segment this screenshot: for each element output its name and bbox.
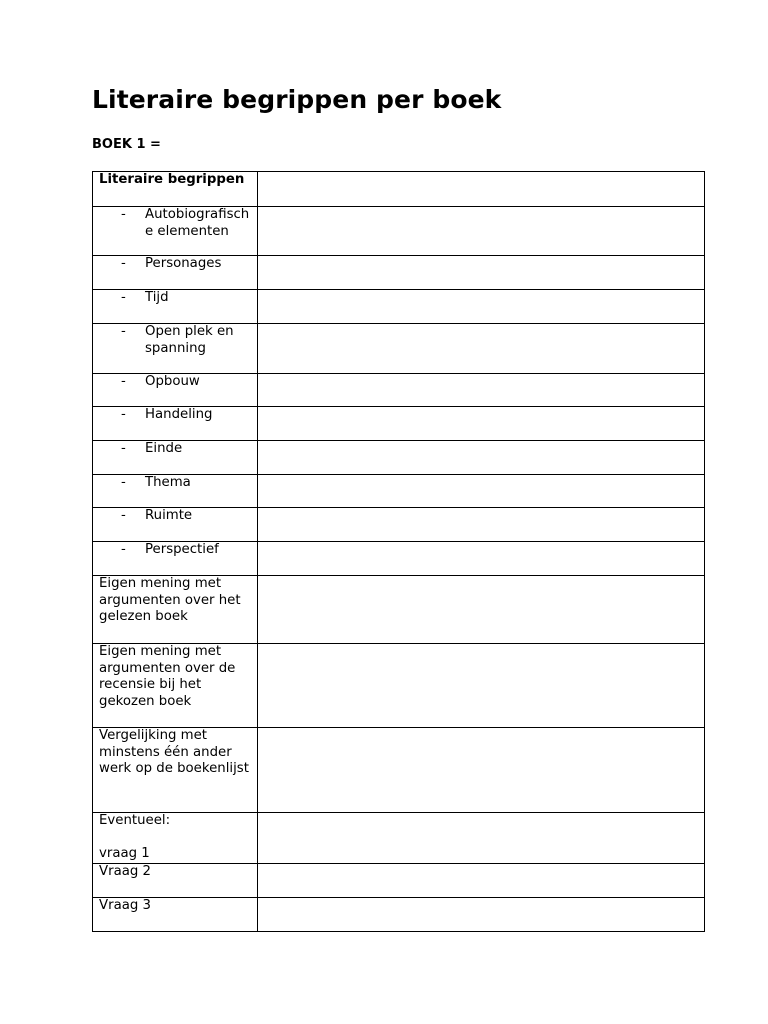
book-label: BOEK 1 = [92, 137, 161, 152]
table-row [93, 290, 705, 324]
answer-cell[interactable] [258, 576, 705, 644]
row-label: Autobiografische elementen [145, 207, 250, 239]
bullet-dash: - [121, 324, 126, 339]
bullet-dash: - [121, 542, 126, 557]
literary-concepts-table [92, 171, 705, 932]
table-row [93, 441, 705, 475]
answer-cell[interactable] [258, 508, 705, 542]
row-label-cell [93, 441, 258, 475]
answer-cell[interactable] [258, 407, 705, 441]
comparison-label: Vergelijking met minstens één ander werk op de boekenlijst [93, 728, 258, 813]
answer-cell[interactable] [258, 207, 705, 256]
answer-cell[interactable] [258, 813, 705, 864]
page-title: Literaire begrippen per boek [92, 85, 502, 114]
answer-cell[interactable] [258, 864, 705, 898]
row-label-cell [93, 256, 258, 290]
row-label-cell [93, 207, 258, 256]
table-row [93, 324, 705, 374]
optional-question-label: Eventueel: vraag 1 [93, 813, 258, 864]
row-label-cell [93, 542, 258, 576]
bullet-dash: - [121, 441, 126, 456]
answer-cell[interactable] [258, 898, 705, 932]
bullet-dash: - [121, 475, 126, 490]
bullet-dash: - [121, 290, 126, 305]
question-3-label: Vraag 3 [93, 898, 258, 932]
answer-cell[interactable] [258, 256, 705, 290]
table-row [93, 207, 705, 256]
table-row-question-2 [93, 864, 705, 898]
table-row [93, 475, 705, 508]
opinion-book-label: Eigen mening met argumenten over het gelezen boek [93, 576, 258, 644]
row-label-cell [93, 374, 258, 407]
row-label: Perspectief [145, 542, 219, 557]
answer-cell[interactable] [258, 475, 705, 508]
table-row [93, 508, 705, 542]
answer-cell[interactable] [258, 441, 705, 475]
row-label-cell [93, 324, 258, 374]
header-answer-cell[interactable] [258, 172, 705, 207]
row-label-cell [93, 508, 258, 542]
row-label: Personages [145, 256, 222, 271]
bullet-dash: - [121, 256, 126, 271]
row-label-cell [93, 475, 258, 508]
opinion-review-label: Eigen mening met argumenten over de recensie bij het gekozen boek [93, 644, 258, 728]
answer-cell[interactable] [258, 290, 705, 324]
table-header-row [93, 172, 705, 207]
answer-cell[interactable] [258, 374, 705, 407]
header-label-cell: Literaire begrippen [93, 172, 258, 207]
answer-cell[interactable] [258, 324, 705, 374]
row-label: Thema [145, 475, 191, 490]
table-row-opinion-book [93, 576, 705, 644]
answer-cell[interactable] [258, 542, 705, 576]
table-row-optional [93, 813, 705, 864]
answer-cell[interactable] [258, 728, 705, 813]
table-row [93, 256, 705, 290]
row-label: Einde [145, 441, 183, 456]
answer-cell[interactable] [258, 644, 705, 728]
table-row [93, 407, 705, 441]
table-row-opinion-review [93, 644, 705, 728]
table-row [93, 542, 705, 576]
row-label-cell [93, 407, 258, 441]
question-2-label: Vraag 2 [93, 864, 258, 898]
row-label: Opbouw [145, 374, 200, 389]
bullet-dash: - [121, 407, 126, 422]
row-label: Tijd [145, 290, 169, 305]
table-row-question-3 [93, 898, 705, 932]
table-row [93, 374, 705, 407]
bullet-dash: - [121, 508, 126, 523]
table-row-comparison [93, 728, 705, 813]
row-label: Open plek en spanning [145, 324, 234, 356]
row-label-cell [93, 290, 258, 324]
bullet-dash: - [121, 374, 126, 389]
row-label: Ruimte [145, 508, 193, 523]
row-label: Handeling [145, 407, 213, 422]
bullet-dash: - [121, 207, 126, 222]
